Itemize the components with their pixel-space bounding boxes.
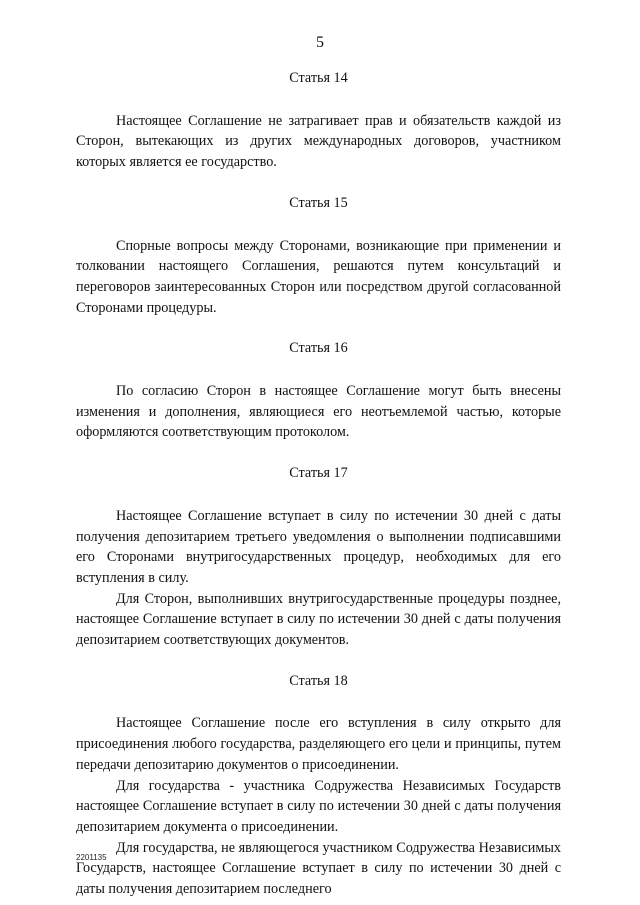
article-title: Статья 15 bbox=[289, 194, 348, 211]
article-paragraph: Для государства - участника Содружества Независимых Государств настоящее Соглашение вступает в силу по истечении 30 дней с даты получения депозитарием документа о присоединении. bbox=[76, 777, 561, 835]
article-14 bbox=[76, 68, 561, 173]
article-paragraph: Для Сторон, выполнивших внутригосударственные процедуры позднее, настоящее Соглашение вступает в силу по истечении 30 дней с даты получения депозитарием соответствующих документов. bbox=[76, 590, 561, 649]
article-16 bbox=[76, 338, 561, 443]
article-paragraph: Настоящее Соглашение после его вступления в силу открыто для присоединения любого государства, разделяющего его цели и принципы, путем передачи депозитарию документов о присоединении. bbox=[76, 715, 561, 773]
document-code: 2201135 bbox=[76, 853, 107, 862]
article-title: Статья 17 bbox=[289, 465, 348, 482]
article-title: Статья 18 bbox=[289, 672, 348, 689]
article-paragraph: Настоящее Соглашение не затрагивает прав и обязательств каждой из Сторон, вытекающих из других международных договоров, участником которых является ее государство. bbox=[76, 112, 561, 171]
article-17 bbox=[76, 463, 561, 651]
article-18 bbox=[76, 671, 561, 900]
article-paragraph: Спорные вопросы между Сторонами, возникающие при применении и толковании настоящего Соглашения, решаются путем консультаций и переговоров заинтересованных Сторон или посредством другой согласованной Сторонами процедуры. bbox=[76, 237, 561, 316]
article-title: Статья 16 bbox=[289, 340, 348, 357]
article-paragraph: Настоящее Соглашение вступает в силу по истечении 30 дней с даты получения депозитарием третьего уведомления о выполнении подписавшими его Сторонами внутригосударственных процедур, необходимых для его вступления в силу. bbox=[76, 507, 561, 586]
article-paragraph: Для государства, не являющегося участником Содружества Независимых Государств, настоящее Соглашение вступает в силу по истечении 30 дней с даты получения депозитарием последнего bbox=[76, 839, 561, 898]
article-title: Статья 14 bbox=[289, 70, 348, 86]
document-body bbox=[76, 68, 561, 900]
article-paragraph: По согласию Сторон в настоящее Соглашение могут быть внесены изменения и дополнения, являющиеся его неотъемлемой частью, которые оформляются соответствующим протоколом. bbox=[76, 383, 561, 441]
article-15 bbox=[76, 193, 561, 319]
page-number: 5 bbox=[316, 34, 324, 51]
